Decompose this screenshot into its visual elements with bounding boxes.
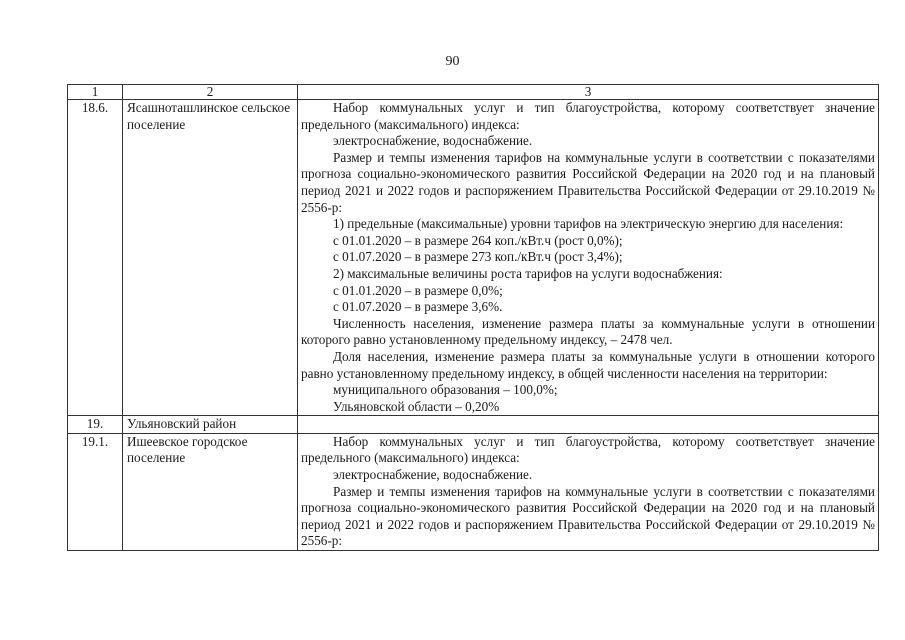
tariff-table xyxy=(67,84,879,551)
row-number: 18.6. xyxy=(68,100,123,416)
description-paragraph: Численность населения, изменение размера платы за коммунальные услуги в отношении которого равно установленному предельному индексу, – 2478 чел. xyxy=(301,315,875,348)
row-number: 19.1. xyxy=(68,433,123,550)
table-row xyxy=(68,100,879,416)
tariff-description xyxy=(298,100,879,416)
description-paragraph: Доля населения, изменение размера платы за коммунальные услуги в отношении которого равно установленному предельному индексу, в общей численности населения на территории: xyxy=(301,348,875,381)
description-paragraph: Ульяновской области – 0,20% xyxy=(333,398,500,414)
column-header: 1 xyxy=(68,85,123,100)
municipality-name: Ясашноташлинское сельское поселение xyxy=(123,100,298,416)
description-paragraph: Размер и темпы изменения тарифов на коммунальные услуги в соответствии с показателями прогноза социально-экономического развития Российской Федерации на 2020 год и на плановый период 2021 и 2022 годов и распоряжением Правительства Российской Федерации от 29.10.2019 № 2556-р: xyxy=(301,483,875,549)
description-paragraph: Размер и темпы изменения тарифов на коммунальные услуги в соответствии с показателями прогноза социально-экономического развития Российской Федерации на 2020 год и на плановый период 2021 и 2022 годов и распоряжением Правительства Российской Федерации от 29.10.2019 № 2556-р: xyxy=(301,149,875,215)
description-paragraph: с 01.01.2020 – в размере 264 коп./кВт.ч (рост 0,0%); xyxy=(333,232,623,248)
description-paragraph: Набор коммунальных услуг и тип благоустройства, которому соответствует значение предельного (максимального) индекса: xyxy=(301,100,875,132)
table-body xyxy=(68,100,879,551)
description-paragraph: 1) предельные (максимальные) уровни тарифов на электрическую энергию для населения: xyxy=(333,216,844,232)
description-paragraph: с 01.07.2020 – в размере 3,6%. xyxy=(333,299,503,315)
description-paragraph: электроснабжение, водоснабжение. xyxy=(333,133,533,149)
tariff-description xyxy=(298,416,879,434)
municipality-name: Ульяновский район xyxy=(123,416,298,434)
table-row xyxy=(68,416,879,434)
description-paragraph: электроснабжение, водоснабжение. xyxy=(333,467,533,483)
page-number: 90 xyxy=(445,54,460,69)
description-paragraph: 2) максимальные величины роста тарифов на услуги водоснабжения: xyxy=(333,265,723,281)
municipality-name: Ишеевское городское поселение xyxy=(123,433,298,550)
column-header: 2 xyxy=(123,85,298,100)
column-header: 3 xyxy=(298,85,879,100)
row-number: 19. xyxy=(68,416,123,434)
table-row xyxy=(68,433,879,550)
table-header-row xyxy=(68,85,879,100)
description-paragraph: муниципального образования – 100,0%; xyxy=(333,382,558,398)
tariff-description xyxy=(298,433,879,550)
description-paragraph: Набор коммунальных услуг и тип благоустройства, которому соответствует значение предельного (максимального) индекса: xyxy=(301,433,875,466)
description-paragraph: с 01.07.2020 – в размере 273 коп./кВт.ч (рост 3,4%); xyxy=(333,249,623,265)
description-paragraph: с 01.01.2020 – в размере 0,0%; xyxy=(333,282,503,298)
